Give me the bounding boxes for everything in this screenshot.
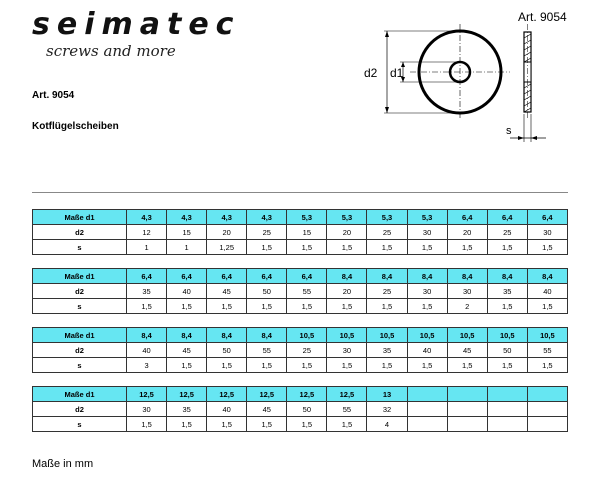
table-cell: 4,3 xyxy=(247,210,287,225)
dimension-table xyxy=(32,327,568,373)
table-cell: 35 xyxy=(487,284,527,299)
table-cell: 40 xyxy=(127,343,167,358)
table-cell: 25 xyxy=(287,343,327,358)
table-cell: 1,5 xyxy=(167,299,207,314)
table-cell: 10,5 xyxy=(287,328,327,343)
table-cell: 3 xyxy=(127,358,167,373)
table-cell: 45 xyxy=(207,284,247,299)
table-cell xyxy=(407,402,447,417)
table-cell: 30 xyxy=(127,402,167,417)
table-cell xyxy=(447,402,487,417)
table-cell: 1,5 xyxy=(287,417,327,432)
table-cell: 1,5 xyxy=(367,358,407,373)
table-cell: 1,5 xyxy=(487,240,527,255)
product-title: Kotflügelscheiben xyxy=(32,121,119,132)
table-cell: 6,4 xyxy=(487,210,527,225)
table-cell: 1,5 xyxy=(407,240,447,255)
table-cell: 1,5 xyxy=(407,358,447,373)
table-cell: 10,5 xyxy=(487,328,527,343)
row-label: s xyxy=(33,299,127,314)
table-cell: 1,5 xyxy=(247,358,287,373)
table-cell: 1,5 xyxy=(287,358,327,373)
table-cell: 6,4 xyxy=(207,269,247,284)
table-row-row-d2 xyxy=(33,284,568,299)
table-row-row-d1 xyxy=(33,210,568,225)
table-cell: 12,5 xyxy=(167,387,207,402)
row-label: Maße d1 xyxy=(33,328,127,343)
table-cell: 1,5 xyxy=(367,299,407,314)
table-cell: 4,3 xyxy=(167,210,207,225)
article-number: Art. 9054 xyxy=(32,90,75,101)
table-cell xyxy=(407,387,447,402)
table-cell: 10,5 xyxy=(327,328,367,343)
row-label: d2 xyxy=(33,225,127,240)
table-cell: 12,5 xyxy=(207,387,247,402)
d2-label: d2 xyxy=(364,66,378,80)
brand-tagline: screws and more xyxy=(46,42,176,60)
table-cell: 1,5 xyxy=(247,417,287,432)
washer-side-view xyxy=(510,24,546,142)
table-cell: 25 xyxy=(247,225,287,240)
table-cell xyxy=(487,417,527,432)
table-cell: 45 xyxy=(167,343,207,358)
table-cell: 50 xyxy=(207,343,247,358)
table-cell: 6,4 xyxy=(127,269,167,284)
table-cell: 50 xyxy=(287,402,327,417)
row-label: s xyxy=(33,240,127,255)
table-cell xyxy=(487,387,527,402)
table-cell: 6,4 xyxy=(527,210,567,225)
table-cell: 1,5 xyxy=(207,299,247,314)
table-cell: 1 xyxy=(167,240,207,255)
table-row-row-d2 xyxy=(33,402,568,417)
brand-name: seimatec xyxy=(32,7,241,42)
table-cell: 10,5 xyxy=(407,328,447,343)
table-cell: 1,5 xyxy=(367,240,407,255)
row-label: s xyxy=(33,358,127,373)
table-cell: 55 xyxy=(287,284,327,299)
table-cell: 1,5 xyxy=(287,240,327,255)
table-cell: 15 xyxy=(167,225,207,240)
table-cell: 10,5 xyxy=(527,328,567,343)
table-cell: 8,4 xyxy=(407,269,447,284)
dimension-table xyxy=(32,386,568,432)
table-cell: 30 xyxy=(407,284,447,299)
table-cell: 55 xyxy=(527,343,567,358)
table-cell: 1,5 xyxy=(487,358,527,373)
table-cell: 1,5 xyxy=(167,358,207,373)
table-cell: 40 xyxy=(407,343,447,358)
table-row-row-d1 xyxy=(33,269,568,284)
table-cell: 20 xyxy=(207,225,247,240)
table-cell: 40 xyxy=(167,284,207,299)
table-cell: 25 xyxy=(367,225,407,240)
table-cell: 1,5 xyxy=(407,299,447,314)
table-cell xyxy=(447,387,487,402)
row-label: Maße d1 xyxy=(33,269,127,284)
table-cell: 1,5 xyxy=(327,240,367,255)
table-cell: 1,25 xyxy=(207,240,247,255)
units-note: Maße in mm xyxy=(32,458,94,470)
table-cell: 15 xyxy=(287,225,327,240)
table-cell: 5,3 xyxy=(407,210,447,225)
table-cell: 1,5 xyxy=(447,358,487,373)
table-cell: 12,5 xyxy=(287,387,327,402)
table-cell: 5,3 xyxy=(367,210,407,225)
table-cell xyxy=(407,417,447,432)
table-cell: 30 xyxy=(327,343,367,358)
table-cell: 8,4 xyxy=(247,328,287,343)
table-cell: 1,5 xyxy=(447,240,487,255)
table-cell: 4,3 xyxy=(207,210,247,225)
table-cell: 1,5 xyxy=(167,417,207,432)
table-row-row-s xyxy=(33,358,568,373)
table-cell: 8,4 xyxy=(527,269,567,284)
table-cell: 55 xyxy=(327,402,367,417)
table-cell: 1,5 xyxy=(287,299,327,314)
table-cell: 8,4 xyxy=(207,328,247,343)
table-cell: 8,4 xyxy=(447,269,487,284)
row-label: d2 xyxy=(33,402,127,417)
table-row-row-s xyxy=(33,299,568,314)
table-cell: 1,5 xyxy=(327,417,367,432)
row-label: d2 xyxy=(33,343,127,358)
table-cell: 5,3 xyxy=(287,210,327,225)
table-cell: 1,5 xyxy=(527,299,567,314)
row-label: Maße d1 xyxy=(33,210,127,225)
table-cell: 12,5 xyxy=(327,387,367,402)
table-cell: 8,4 xyxy=(167,328,207,343)
table-cell: 50 xyxy=(487,343,527,358)
table-cell: 20 xyxy=(327,284,367,299)
table-cell xyxy=(527,402,567,417)
washer-technical-drawing xyxy=(360,22,560,152)
table-cell: 35 xyxy=(367,343,407,358)
table-cell: 2 xyxy=(447,299,487,314)
table-cell: 25 xyxy=(487,225,527,240)
table-cell: 12,5 xyxy=(247,387,287,402)
table-cell: 6,4 xyxy=(287,269,327,284)
table-cell: 6,4 xyxy=(247,269,287,284)
s-label: s xyxy=(506,125,512,137)
table-cell: 12 xyxy=(127,225,167,240)
brand-logo xyxy=(32,7,241,60)
table-cell: 12,5 xyxy=(127,387,167,402)
table-cell: 20 xyxy=(447,225,487,240)
table-cell xyxy=(527,417,567,432)
table-cell: 4 xyxy=(367,417,407,432)
row-label: d2 xyxy=(33,284,127,299)
table-cell: 1,5 xyxy=(247,299,287,314)
d1-label: d1 xyxy=(390,66,404,80)
table-cell: 30 xyxy=(527,225,567,240)
table-cell: 32 xyxy=(367,402,407,417)
row-label: Maße d1 xyxy=(33,387,127,402)
table-cell: 50 xyxy=(247,284,287,299)
table-cell: 1,5 xyxy=(527,358,567,373)
table-cell: 25 xyxy=(367,284,407,299)
table-cell: 30 xyxy=(447,284,487,299)
table-row-row-s xyxy=(33,240,568,255)
table-cell: 8,4 xyxy=(127,328,167,343)
table-cell: 55 xyxy=(247,343,287,358)
table-cell: 1 xyxy=(127,240,167,255)
table-cell: 1,5 xyxy=(127,299,167,314)
table-cell: 6,4 xyxy=(447,210,487,225)
dimension-table xyxy=(32,268,568,314)
table-cell: 40 xyxy=(207,402,247,417)
table-cell: 10,5 xyxy=(367,328,407,343)
table-cell: 45 xyxy=(447,343,487,358)
table-cell: 13 xyxy=(367,387,407,402)
table-cell: 10,5 xyxy=(447,328,487,343)
table-cell: 5,3 xyxy=(327,210,367,225)
table-cell: 8,4 xyxy=(487,269,527,284)
table-cell: 1,5 xyxy=(207,358,247,373)
table-cell xyxy=(447,417,487,432)
table-cell: 40 xyxy=(527,284,567,299)
table-cell: 45 xyxy=(247,402,287,417)
table-cell: 6,4 xyxy=(167,269,207,284)
table-cell: 1,5 xyxy=(247,240,287,255)
row-label: s xyxy=(33,417,127,432)
article-number-top: Art. 9054 xyxy=(518,10,567,24)
table-cell: 1,5 xyxy=(487,299,527,314)
table-cell: 1,5 xyxy=(327,358,367,373)
table-cell xyxy=(527,387,567,402)
table-cell: 30 xyxy=(407,225,447,240)
table-row-row-s xyxy=(33,417,568,432)
table-cell: 20 xyxy=(327,225,367,240)
table-cell: 35 xyxy=(167,402,207,417)
table-row-row-d1 xyxy=(33,387,568,402)
table-cell xyxy=(487,402,527,417)
table-cell: 35 xyxy=(127,284,167,299)
table-cell: 1,5 xyxy=(207,417,247,432)
table-cell: 1,5 xyxy=(127,417,167,432)
table-cell: 1,5 xyxy=(327,299,367,314)
table-row-row-d2 xyxy=(33,343,568,358)
table-cell: 8,4 xyxy=(327,269,367,284)
table-cell: 4,3 xyxy=(127,210,167,225)
table-row-row-d1 xyxy=(33,328,568,343)
divider xyxy=(32,192,568,193)
dimension-table xyxy=(32,209,568,255)
table-row-row-d2 xyxy=(33,225,568,240)
table-cell: 1,5 xyxy=(527,240,567,255)
table-cell: 8,4 xyxy=(367,269,407,284)
dimension-tables xyxy=(32,209,568,445)
